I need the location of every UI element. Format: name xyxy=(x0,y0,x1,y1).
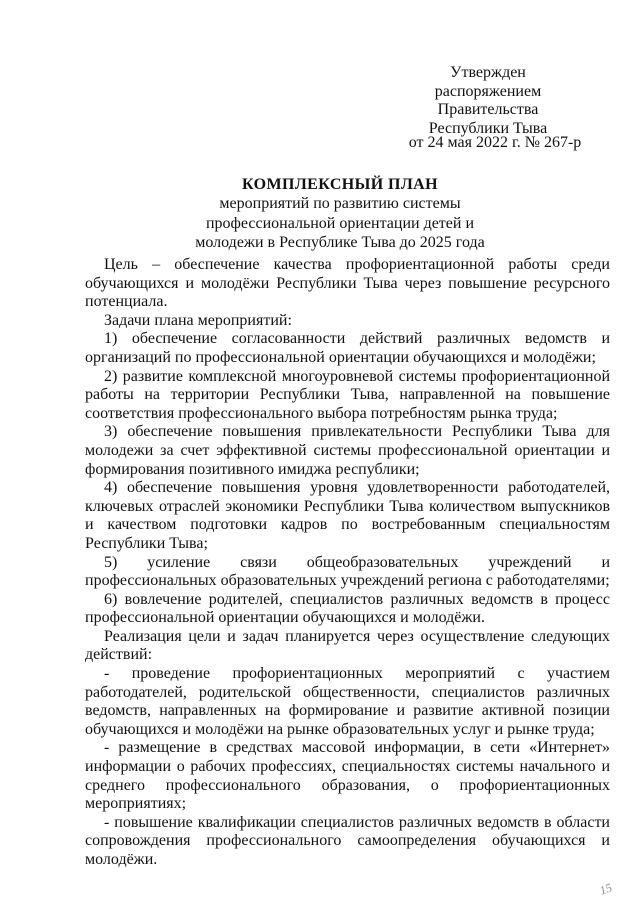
tasks-heading: Задачи плана мероприятий: xyxy=(104,311,292,329)
document-subtitle-line: мероприятий по развитию системы xyxy=(219,195,461,212)
task-item: 1) обеспечение согласованности действий различных ведомств и организаций по профессиональной ориентации обучающихся и молодёжи; xyxy=(85,330,610,366)
approval-line: Утвержден xyxy=(450,64,526,81)
document-body xyxy=(85,256,610,870)
actions-intro: Реализация цели и задач планируется через осуществление следующих действий: xyxy=(85,627,610,664)
task-item: 2) развитие комплексной многоуровневой системы профориентационной работы на территории Республики Тыва, направленной на повышение соответствия профессионального выбора потребностям рынка труда; xyxy=(85,367,610,422)
document-subtitle-line: профессиональной ориентации детей и xyxy=(205,214,475,232)
task-item: 6) вовлечение родителей, специалистов различных ведомств в процесс профессиональной ориентации обучающихся и молодёжи. xyxy=(85,590,610,627)
title-block xyxy=(170,175,510,253)
approval-line: Республики Тыва xyxy=(428,119,548,137)
action-item: - повышение квалификации специалистов различных ведомств в области сопровождения профессионального самоопределения обучающихся и молодёжи. xyxy=(85,813,610,868)
document-subtitle-line: молодежи в Республике Тыва до 2025 года xyxy=(195,234,485,251)
approval-line: распоряжением Правительства xyxy=(434,82,542,118)
task-item: 3) обеспечение повышения привлекательности Республики Тыва для молодежи за счет эффективной системы профессиональной ориентации и формирования позитивного имиджа республики; xyxy=(85,423,610,478)
action-item: - проведение профориентационных мероприятий с участием работодателей, родительской общественности, специалистов различных ведомств, направленных на формирование и развитие активной позиции обучающихся и молодёжи на рынке образовательных услуг и рынке труда; xyxy=(85,665,610,738)
action-item: - размещение в средствах массовой информации, в сети «Интернет» информации о рабочих профессиях, специальностях системы начального и среднего профессионального образования, о профориентационных мероприятиях; xyxy=(85,739,610,813)
task-item: 5) усиление связи общеобразовательных учреждений и профессиональных образовательных учреждений региона с работодателями; xyxy=(85,553,610,590)
task-item: 4) обеспечение повышения уровня удовлетворенности работодателей, ключевых отраслей экономики Республики Тыва количеством выпускников и качеством подготовки кадров по востребованным специальностям Республики Тыва; xyxy=(85,479,610,552)
approval-stamp xyxy=(383,64,593,138)
approval-date: от 24 мая 2022 г. № 267-р xyxy=(408,134,582,151)
document-title: КОМПЛЕКСНЫЙ ПЛАН xyxy=(242,176,438,193)
page-number-mark: 15 xyxy=(597,880,614,898)
goal-paragraph: Цель – обеспечение качества профориентационной работы среди обучающихся и молодёжи Республики Тыва через повышение ресурсного потенциала. xyxy=(85,256,610,311)
